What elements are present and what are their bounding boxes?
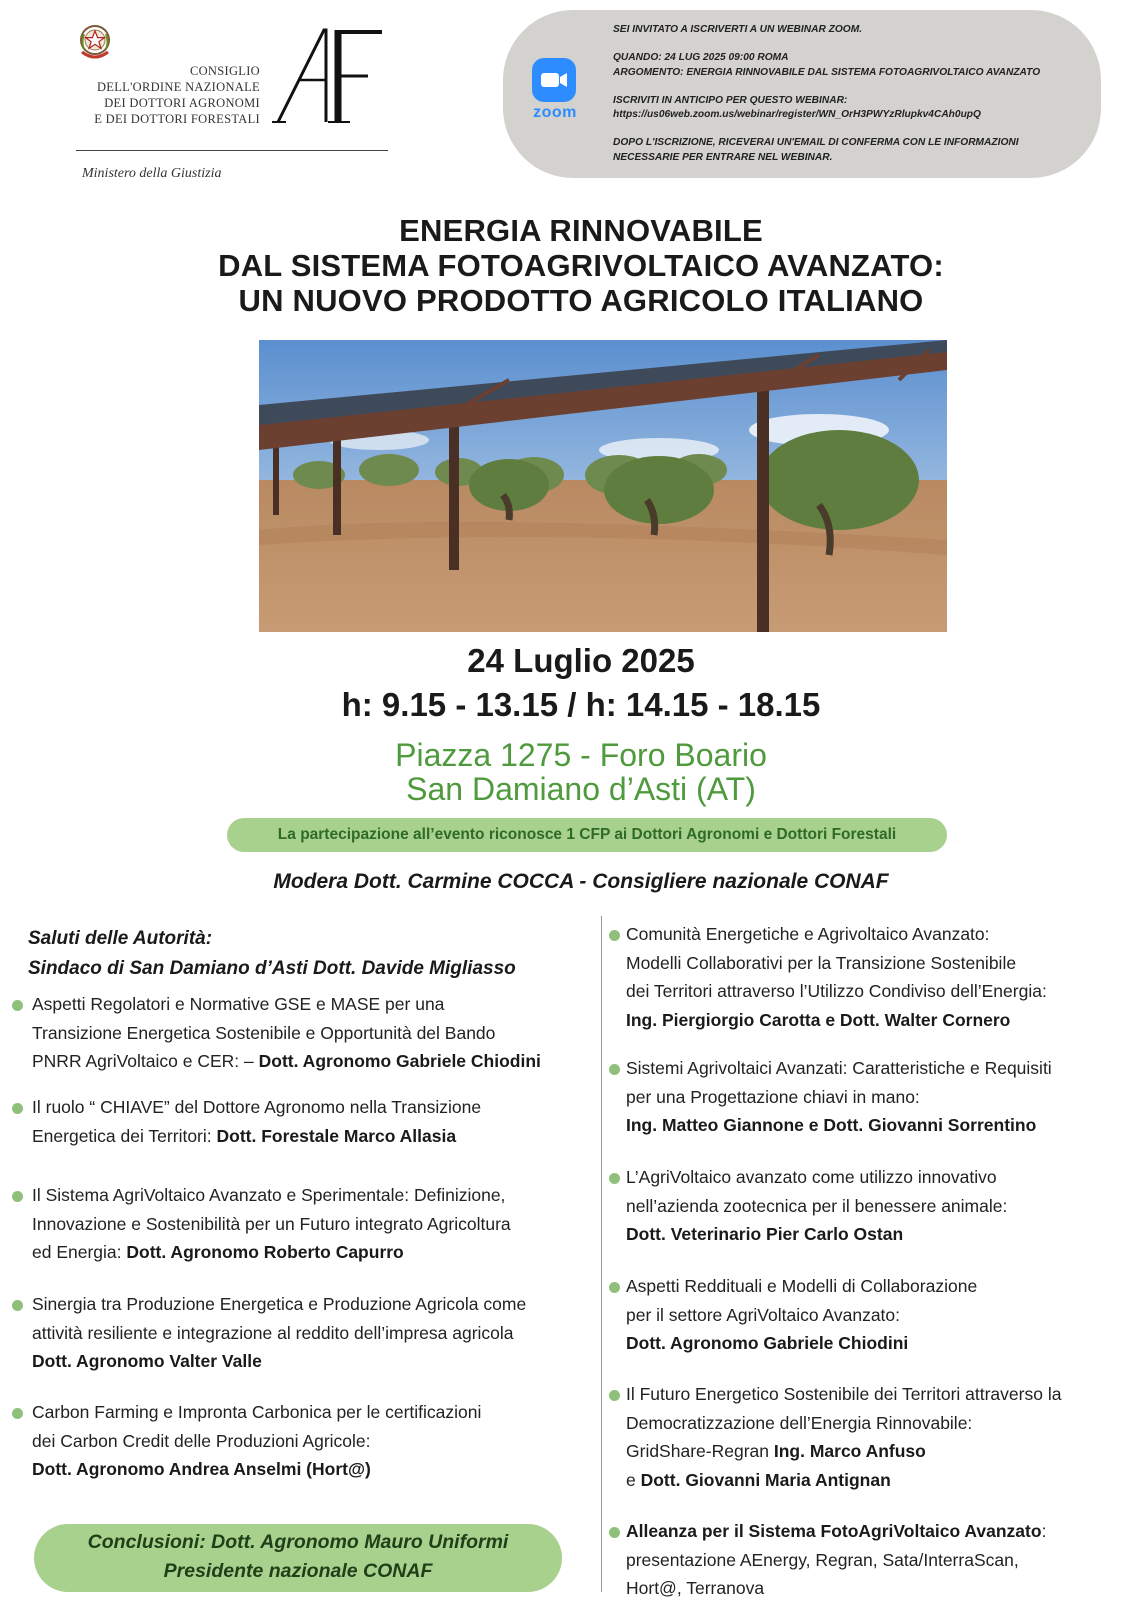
saluti-heading: Saluti delle Autorità: xyxy=(28,928,213,949)
speaker-name: Dott. Agronomo Valter Valle xyxy=(32,1351,262,1371)
bullet-icon xyxy=(609,1527,620,1538)
item-line: Sistemi Agrivoltaici Avanzati: Caratteristiche e Requisiti xyxy=(626,1058,1052,1078)
item-line: Comunità Energetiche e Agrivoltaico Avanzato: xyxy=(626,924,990,944)
program-item xyxy=(32,1290,597,1376)
item-line: presentazione AEnergy, Regran, Sata/InterraScan, xyxy=(626,1549,1019,1570)
item-line xyxy=(32,1047,597,1076)
event-hours: h: 9.15 - 13.15 / h: 14.15 - 18.15 xyxy=(341,686,821,723)
speaker-name: Dott. Veterinario Pier Carlo Ostan xyxy=(626,1224,904,1244)
bullet-icon xyxy=(12,1300,23,1311)
conclusioni-box xyxy=(34,1524,562,1592)
zoom-wordmark: zoom xyxy=(533,104,577,121)
item-line: Il ruolo “ CHIAVE” del Dottore Agronomo nella Transizione xyxy=(32,1097,482,1117)
speaker-name: Dott. Agronomo Gabriele Chiodini xyxy=(626,1333,909,1353)
program-item xyxy=(626,1272,1121,1358)
item-line xyxy=(626,1220,1121,1249)
program-item xyxy=(32,1181,597,1267)
item-line xyxy=(32,1455,597,1484)
program-item xyxy=(32,1398,597,1484)
item-line: Innovazione e Sostenibilità per un Futuro integrato Agricoltura xyxy=(32,1213,511,1234)
speaker-name: Ing. Marco Anfuso xyxy=(773,1441,926,1461)
saluti-mayor: Sindaco di San Damiano d’Asti Dott. Davide Migliasso xyxy=(28,958,516,979)
program-item xyxy=(32,990,597,1076)
speaker-name: Dott. Giovanni Maria Antignan xyxy=(640,1469,891,1490)
zoom-topic-line: ARGOMENTO: ENERGIA RINNOVABILE DAL SISTEMA FOTOAGRIVOLTAICO AVANZATO xyxy=(613,66,1041,78)
conclusioni-line-2: Presidente nazionale CONAF xyxy=(163,1560,433,1582)
zoom-register-link[interactable]: https://us06web.zoom.us/webinar/register/WN_OrH3PWYzRlupkv4CAh0upQ xyxy=(613,109,981,121)
zoom-after-line-2: NECESSARIE PER ENTRARE NEL WEBINAR. xyxy=(613,151,833,163)
item-line xyxy=(626,1006,1121,1035)
item-line: per il settore AgriVoltaico Avanzato: xyxy=(626,1304,901,1325)
speaker-name: Dott. Agronomo Andrea Anselmi (Hort@) xyxy=(32,1459,371,1479)
title-line-2: DAL SISTEMA FOTOAGRIVOLTAICO AVANZATO: xyxy=(218,248,944,283)
item-text: GridShare-Regran xyxy=(626,1441,774,1461)
org-line-3: DEI DOTTORI AGRONOMI xyxy=(104,96,260,110)
moderator-line: Modera Dott. Carmine COCCA - Consigliere nazionale CONAF xyxy=(273,870,889,893)
item-line: per una Progettazione chiavi in mano: xyxy=(626,1086,920,1107)
program-item xyxy=(626,920,1121,1034)
program-item xyxy=(32,1093,597,1150)
item-line xyxy=(32,1238,597,1267)
program-item xyxy=(626,1054,1121,1140)
bullet-icon xyxy=(12,1103,23,1114)
item-line: Transizione Energetica Sostenibile e Opportunità del Bando xyxy=(32,1022,496,1043)
event-location xyxy=(0,738,1131,806)
item-line: Carbon Farming e Impronta Carbonica per le certificazioni xyxy=(32,1402,482,1422)
org-line-2: DELL'ORDINE NAZIONALE xyxy=(96,80,260,94)
bullet-icon xyxy=(12,1191,23,1202)
zoom-camera-icon xyxy=(532,58,576,102)
item-text: Energetica dei Territori: xyxy=(32,1125,217,1146)
item-line: Il Futuro Energetico Sostenibile dei Territori attraverso la xyxy=(626,1384,1062,1404)
item-heading: Alleanza per il Sistema FotoAgriVoltaico Avanzato xyxy=(626,1521,1042,1541)
program-item xyxy=(626,1517,1121,1600)
saluti-block xyxy=(28,924,516,984)
agrivoltaic-olive-grove-photo xyxy=(259,340,947,632)
item-line: Modelli Collaborativi per la Transizione Sostenibile xyxy=(626,952,1017,973)
item-line: Il Sistema AgriVoltaico Avanzato e Sperimentale: Definizione, xyxy=(32,1185,506,1205)
item-line xyxy=(626,1437,1121,1466)
conclusioni-line-1: Conclusioni: Dott. Agronomo Mauro Uniformi xyxy=(87,1531,509,1553)
speaker-name: Dott. Forestale Marco Allasia xyxy=(216,1125,457,1146)
event-date: 24 Luglio 2025 xyxy=(467,642,695,679)
item-text: : xyxy=(1041,1521,1047,1541)
item-line: nell’azienda zootecnica per il benessere animale: xyxy=(626,1195,1008,1216)
header-divider xyxy=(76,150,388,151)
item-line: attività resiliente e integrazione al reddito dell’impresa agricola xyxy=(32,1322,514,1343)
item-line xyxy=(626,1111,1121,1140)
cfp-badge: La partecipazione all’evento riconosce 1 CFP ai Dottori Agronomi e Dottori Forestali xyxy=(227,818,947,852)
page-title xyxy=(0,213,1131,318)
conaf-organization-name xyxy=(64,63,260,127)
bullet-icon xyxy=(609,930,620,941)
item-line: Democratizzazione dell’Energia Rinnovabile: xyxy=(626,1412,973,1433)
org-line-1: CONSIGLIO xyxy=(189,64,260,78)
speaker-name: Ing. Piergiorgio Carotta e Dott. Walter Cornero xyxy=(626,1009,1011,1030)
item-text: e xyxy=(626,1469,641,1490)
speaker-name: Dott. Agronomo Roberto Capurro xyxy=(126,1242,404,1262)
location-line-1: Piazza 1275 - Foro Boario xyxy=(395,737,767,773)
item-line: Aspetti Regolatori e Normative GSE e MASE per una xyxy=(32,994,445,1014)
org-line-4: E DEI DOTTORI FORESTALI xyxy=(94,112,260,126)
item-text: ed Energia: xyxy=(32,1242,127,1262)
item-line: dei Territori attraverso l’Utilizzo Condiviso dell’Energia: xyxy=(626,981,1047,1001)
italian-republic-emblem-icon xyxy=(76,22,114,62)
title-line-3: UN NUOVO PRODOTTO AGRICOLO ITALIANO xyxy=(238,283,924,318)
program-item xyxy=(626,1163,1121,1249)
item-line xyxy=(626,1329,1121,1358)
zoom-invite-line: SEI INVITATO A ISCRIVERTI A UN WEBINAR ZOOM. xyxy=(613,24,863,35)
title-line-1: ENERGIA RINNOVABILE xyxy=(399,213,763,248)
bullet-icon xyxy=(609,1173,620,1184)
item-line xyxy=(32,1347,597,1376)
item-text: PNRR AgriVoltaico e CER: – xyxy=(32,1051,259,1071)
item-line xyxy=(626,1517,1121,1546)
bullet-icon xyxy=(609,1282,620,1293)
item-line: L’AgriVoltaico avanzato come utilizzo innovativo xyxy=(626,1167,997,1187)
item-line: Aspetti Reddituali e Modelli di Collaborazione xyxy=(626,1276,978,1296)
bullet-icon xyxy=(609,1390,620,1401)
item-line xyxy=(626,1466,1121,1495)
ministero-label: Ministero della Giustizia xyxy=(82,166,222,181)
item-line: dei Carbon Credit delle Produzioni Agricole: xyxy=(32,1430,371,1451)
column-divider xyxy=(601,916,602,1592)
program-item xyxy=(626,1380,1121,1494)
speaker-name: Ing. Matteo Giannone e Dott. Giovanni Sorrentino xyxy=(626,1115,1037,1135)
location-line-2: San Damiano d’Asti (AT) xyxy=(406,771,756,807)
item-line: Hort@, Terranova xyxy=(626,1578,765,1598)
bullet-icon xyxy=(12,1000,23,1011)
zoom-when-line: QUANDO: 24 LUG 2025 09:00 ROMA xyxy=(613,52,789,64)
item-line xyxy=(32,1122,597,1151)
item-line: Sinergia tra Produzione Energetica e Produzione Agricola come xyxy=(32,1294,527,1314)
zoom-after-line-1: DOPO L'ISCRIZIONE, RICEVERAI UN'EMAIL DI CONFERMA CON LE INFORMAZIONI xyxy=(613,137,1019,149)
af-logo xyxy=(264,20,394,130)
bullet-icon xyxy=(609,1064,620,1075)
zoom-invitation-text xyxy=(613,23,1083,165)
zoom-register-line: ISCRIVITI IN ANTICIPO PER QUESTO WEBINAR: xyxy=(613,94,848,106)
speaker-name: Dott. Agronomo Gabriele Chiodini xyxy=(258,1051,541,1071)
bullet-icon xyxy=(12,1408,23,1419)
